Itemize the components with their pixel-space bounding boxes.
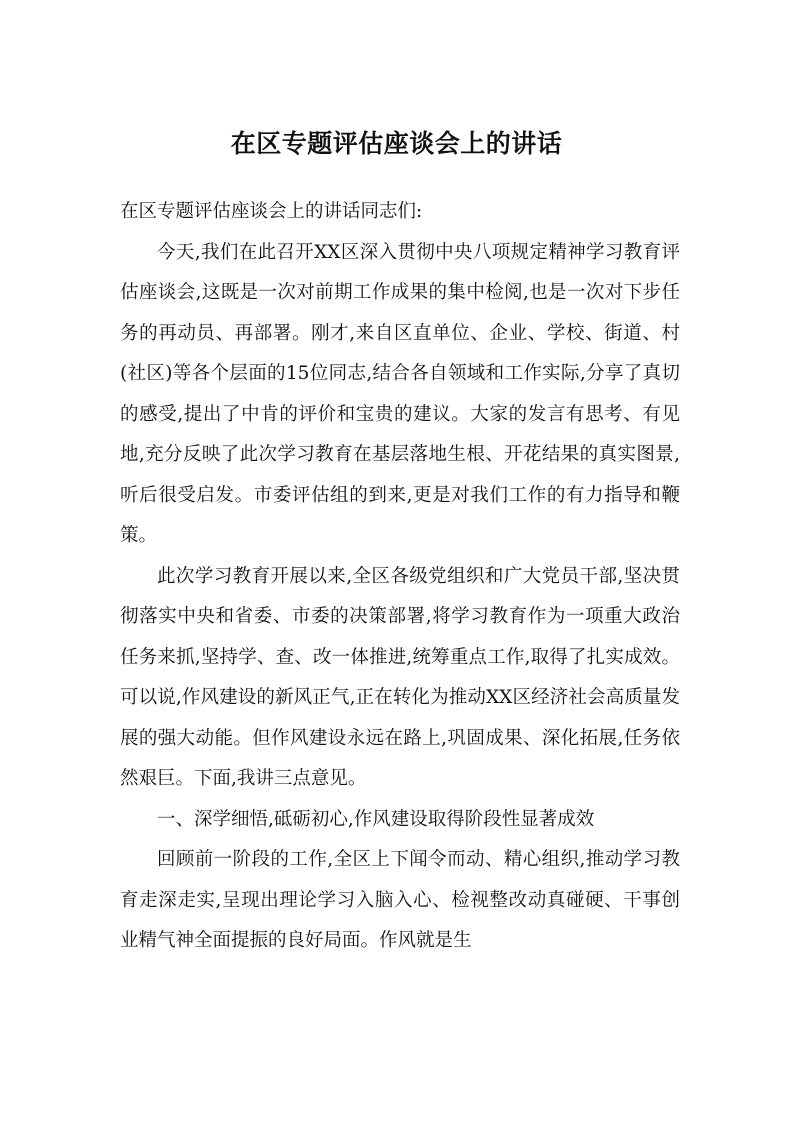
body-paragraph: 回顾前一阶段的工作,全区上下闻令而动、精心组织,推动学习教育走深走实,呈现出理论学习入脑入心、检视整改动真碰硬、干事创业精气神全面提振的良好局面。作风就是生 [120, 849, 680, 951]
salutation-paragraph: 在区专题评估座谈会上的讲话同志们: [120, 201, 423, 222]
body-paragraph: 今天,我们在此召开XX区深入贯彻中央八项规定精神学习教育评估座谈会,这既是一次对前期工作成果的集中检阅,也是一次对下步任务的再动员、再部署。刚才,来自区直单位、企业、学校、街道、村(社区)等各个层面的15位同志,结合各自领域和工作实际,分享了真切的感受,提出了中肯的评价和宝贵的建议。大家的发言有思考、有见地,充分反映了此次学习教育在基层落地生根、开花结果的真实图景,听后很受启发。市委评估组的到来,更是对我们工作的有力指导和鞭策。 [120, 241, 680, 546]
body-paragraph: 此次学习教育开展以来,全区各级党组织和广大党员干部,坚决贯彻落实中央和省委、市委的决策部署,将学习教育作为一项重大政治任务来抓,坚持学、查、改一体推进,统筹重点工作,取得了扎实成效。可以说,作风建设的新风正气,正在转化为推动XX区经济社会高质量发展的强大动能。但作风建设永远在路上,巩固成果、深化拓展,任务依然艰巨。下面,我讲三点意见。 [120, 565, 680, 789]
section-heading: 一、深学细悟,砥砺初心,作风建设取得阶段性显著成效 [157, 808, 595, 830]
document-title: 在区专题评估座谈会上的讲话 [230, 129, 563, 158]
document-body [120, 192, 680, 962]
